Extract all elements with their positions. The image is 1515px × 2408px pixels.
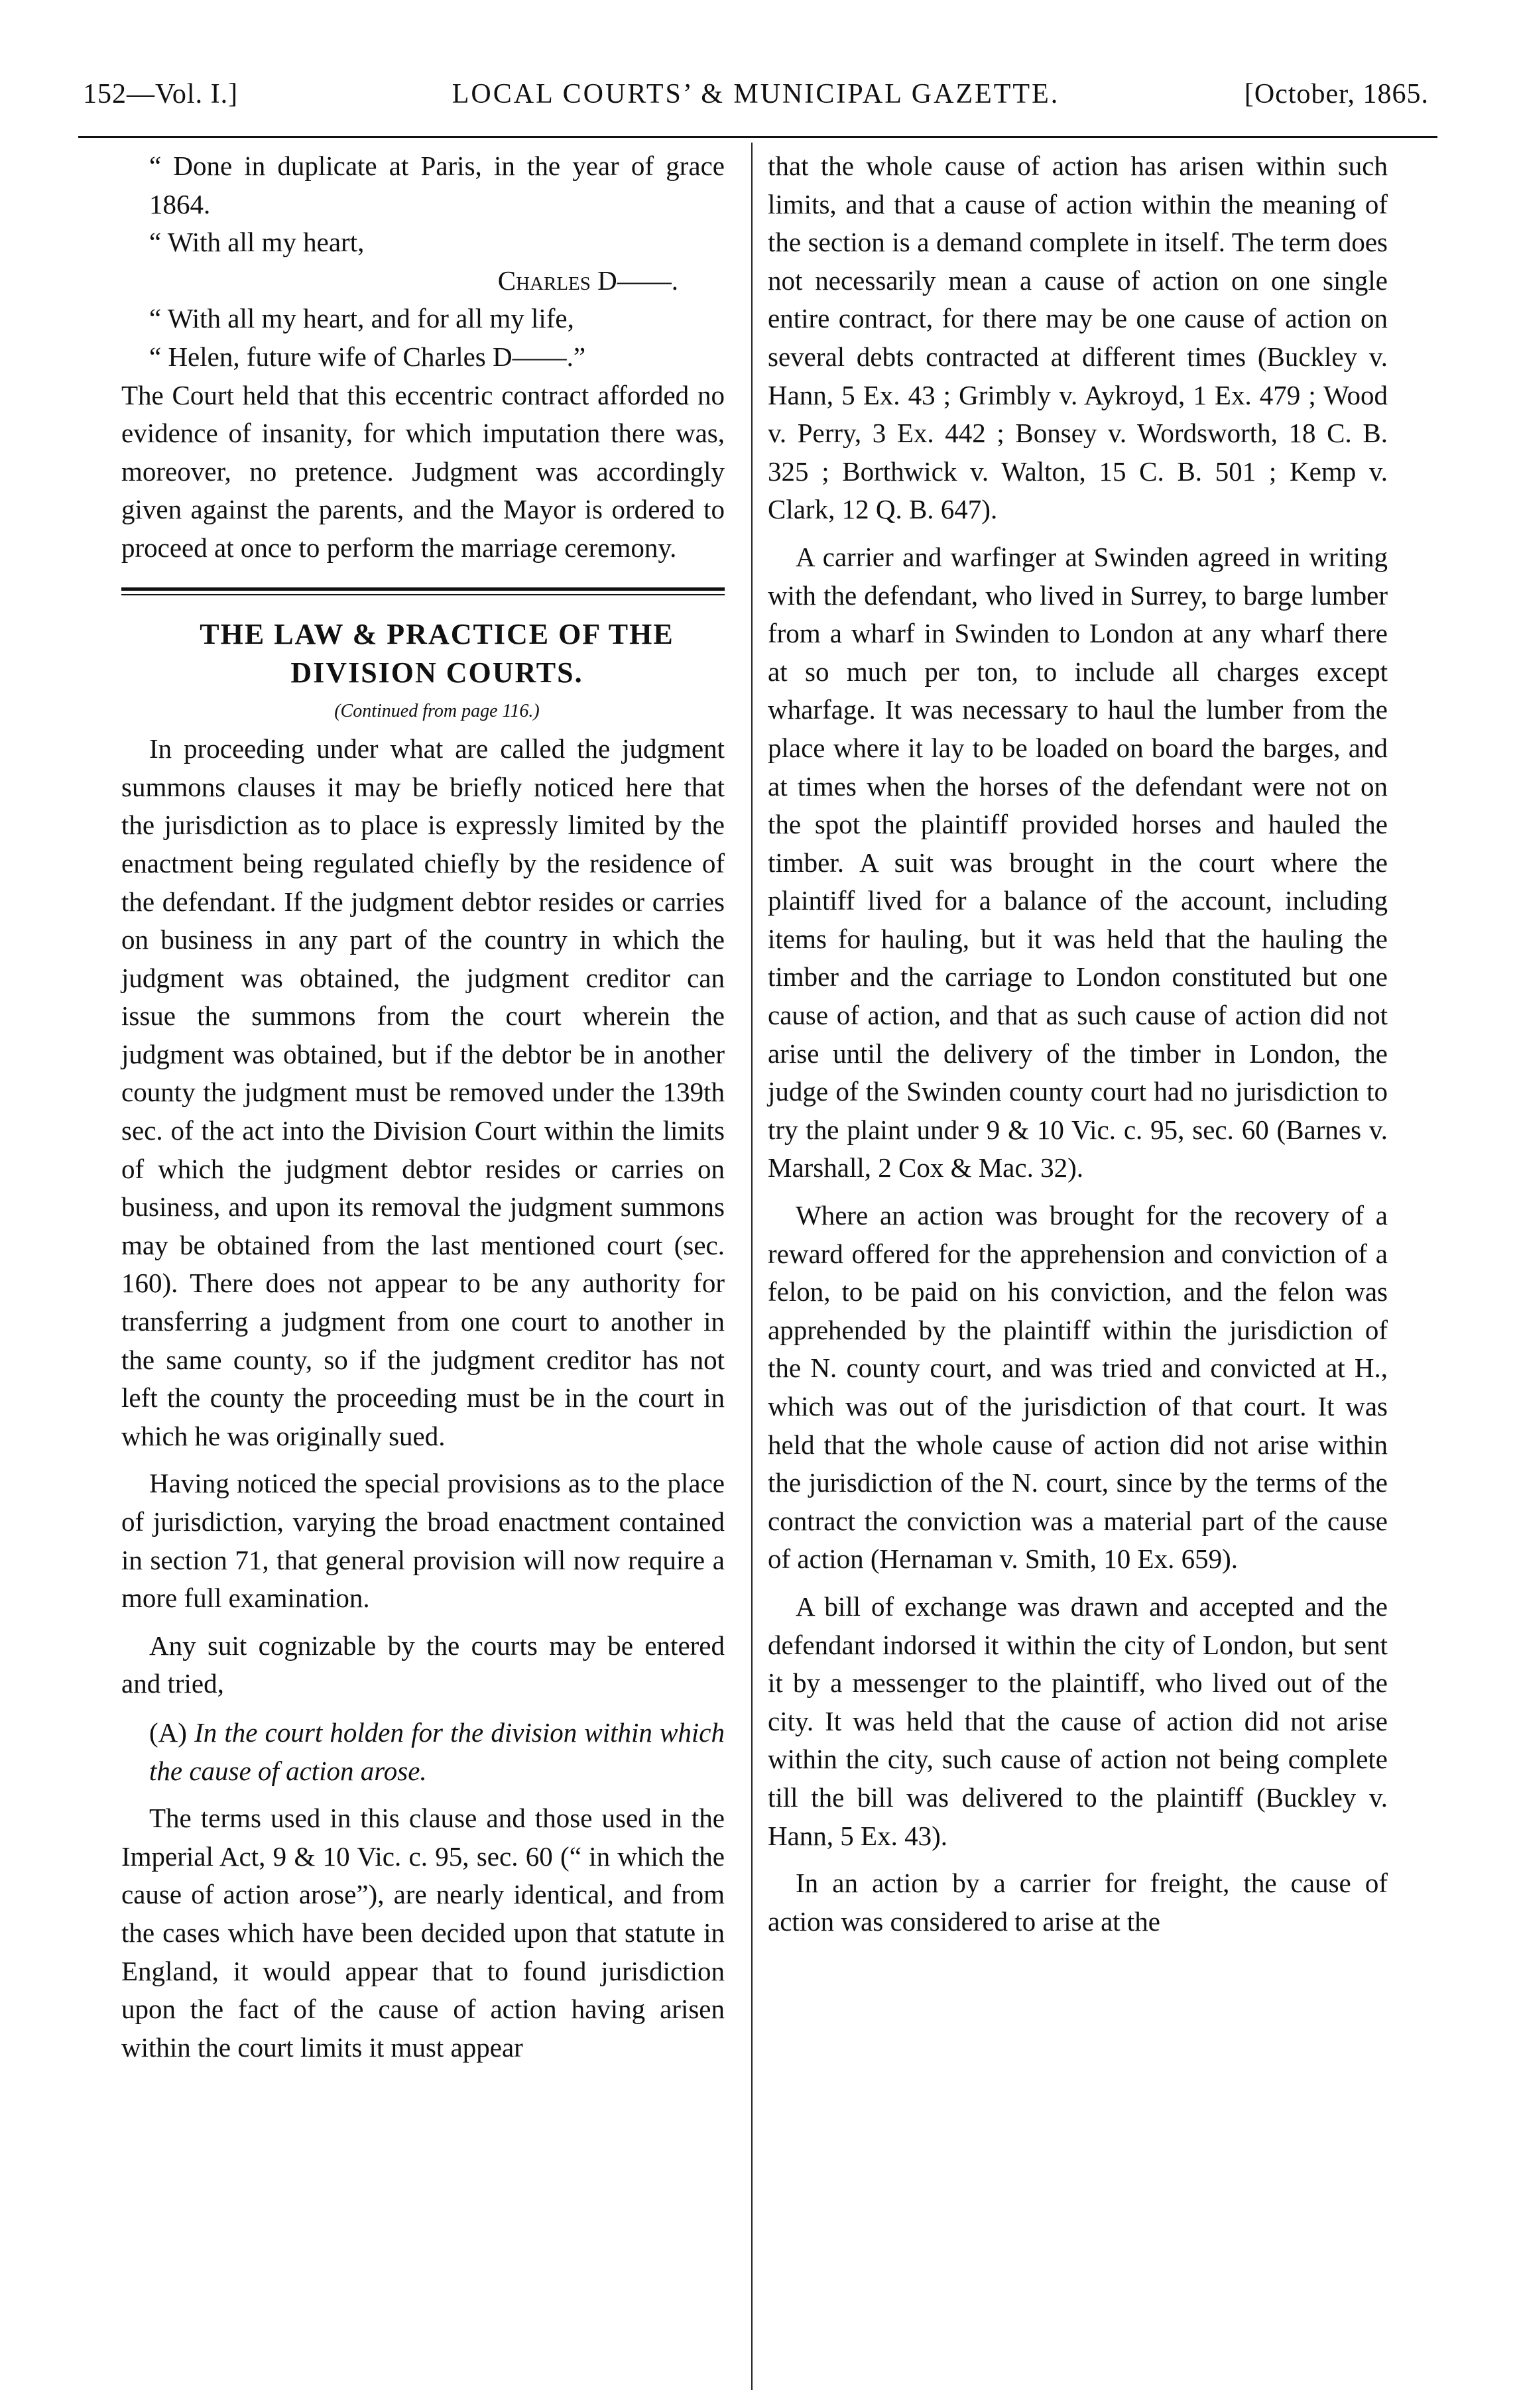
court-decision-paragraph: The Court held that this eccentric contract afforded no evidence of insanity, for which imputation there was, moreover, no pretence. Judgment was accordingly given against the parents, and the Mayor is ordered to proceed at once to perform the marriage ceremony.	[121, 379, 725, 563]
body-paragraph: In an action by a carrier for freight, the cause of action was considered to arise at the	[768, 1868, 1388, 1937]
body-paragraph: The terms used in this clause and those used in the Imperial Act, 9 & 10 Vic. c. 95, sec. 60 (“ in which the cause of action arose”), are nearly identical, and from the cases which have been decided upon that statute in England, it would appear that to found jurisdiction upon the fact of the cause of action having arisen within the court limits it must appear	[121, 1803, 725, 2063]
letter-dateline: “ Done in duplicate at Paris, in the year of grace 1864.	[149, 150, 725, 219]
body-paragraph: A carrier and warfinger at Swinden agreed in writing with the defendant, who lived in Surrey, to barge lumber from a wharf in Swinden to London at any wharf there at so much per ton, to include all charges except wharfage. It was necessary to haul the lumber from the place where it lay to be loaded on board the barges, and at times when the horses of the defendant were not on the spot the plaintiff provided horses and hauled the timber. A suit was brought in the court where the plaintiff lived for a balance of the account, including items for hauling, but it was held that the hauling the timber and the carriage to London constituted but one cause of action, and that as such cause of action did not arise until the delivery of the timber in London, the judge of the Swinden county court had no jurisdiction to try the plaint under 9 & 10 Vic. c. 95, sec. 60 (Barnes v. Marshall, 2 Cox & Mac. 32).	[768, 541, 1388, 1183]
right-column	[768, 147, 1388, 1941]
section-title-line2: DIVISION COURTS.	[290, 656, 583, 689]
clause-text: In the court holden for the division within which the cause of action arose.	[149, 1716, 725, 1786]
letter-reply: “ With all my heart, and for all my life,	[149, 303, 574, 334]
left-column	[121, 147, 725, 2067]
page-number-volume: 152—Vol. I.]	[83, 79, 239, 109]
publication-title: LOCAL COURTS’ & MUNICIPAL GAZETTE.	[452, 79, 1060, 109]
column-divider	[751, 143, 753, 2390]
clause-a	[121, 1714, 725, 1790]
letter-reply-signature: “ Helen, future wife of Charles D——.”	[149, 341, 586, 372]
section-title: THE LAW & PRACTICE OF THE	[200, 617, 674, 650]
body-paragraph: that the whole cause of action has arisen within such limits, and that a cause of action within the meaning of the section is a demand complete in itself. The term does not necessarily mean a cause of action on one single entire contract, for there may be one cause of action on several debts contracted at different times (Buckley v. Hann, 5 Ex. 43 ; Grimbly v. Aykroyd, 1 Ex. 479 ; Wood v. Perry, 3 Ex. 442 ; Bonsey v. Wordsworth, 18 C. B. 325 ; Borthwick v. Walton, 15 C. B. 501 ; Kemp v. Clark, 12 Q. B. 647).	[768, 150, 1388, 525]
body-paragraph: Where an action was brought for the recovery of a reward offered for the apprehension and conviction of a felon, to be paid on his conviction, and the felon was apprehended by the plaintiff within the jurisdiction of the N. county court, and was tried and convicted at H., which was out of the jurisdiction of that court. It was held that the whole cause of action did not arise within the jurisdiction of the N. court, since by the terms of the contract the conviction was a material part of the cause of action (Hernaman v. Smith, 10 Ex. 659).	[768, 1200, 1388, 1575]
continued-note: (Continued from page 116.)	[334, 700, 540, 721]
issue-date: [October, 1865.	[1244, 79, 1429, 109]
section-separator	[121, 587, 725, 595]
header-rule	[78, 136, 1437, 138]
clause-label: (A)	[149, 1716, 187, 1748]
body-paragraph: In proceeding under what are called the judgment summons clauses it may be briefly noticed here that the jurisdiction as to place is expressly limited by the enactment being regulated chiefly by the residence of the defendant. If the judgment debtor resides or carries on business in any part of the country in which the judgment was obtained, the judgment creditor can issue the summons from the court wherein the judgment was obtained, but if the debtor be in another county the judgment must be removed under the 139th sec. of the act into the Division Court within the limits of which the judgment debtor resides or carries on business, and upon its removal the judgment summons may be obtained from the last mentioned court (sec. 160). There does not appear to be any authority for transferring a judgment from one court to another in the same county, so if the judgment creditor has not left the county the proceeding must be in the court in which he was originally sued.	[121, 733, 725, 1451]
body-paragraph: Any suit cognizable by the courts may be entered and tried,	[121, 1630, 725, 1699]
body-paragraph: A bill of exchange was drawn and accepted and the defendant indorsed it within the city of London, but sent it by a messenger to the plaintiff, who lived out of the city. It was held that the cause of action did not arise within the city, such cause of action not being complete till the bill was delivered to the plaintiff (Buckley v. Hann, 5 Ex. 43).	[768, 1591, 1388, 1851]
letter-closing: “ With all my heart,	[149, 227, 365, 258]
body-paragraph: Having noticed the special provisions as to the place of jurisdiction, varying the broad enactment contained in section 71, that general provision will now require a more full examination.	[121, 1468, 725, 1614]
page-header	[83, 78, 1429, 131]
letter-signature: Charles D——.	[497, 265, 678, 296]
